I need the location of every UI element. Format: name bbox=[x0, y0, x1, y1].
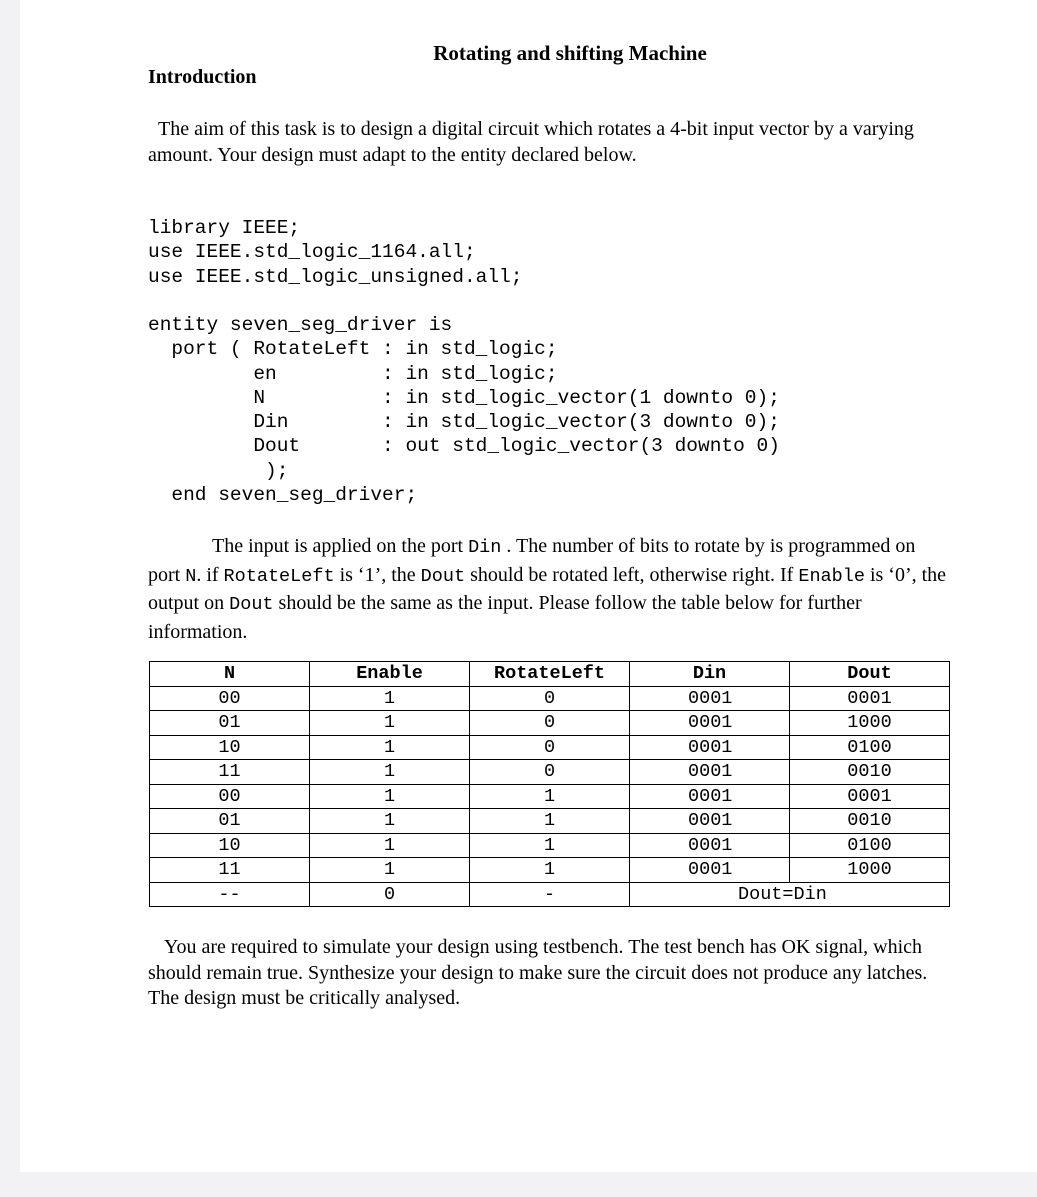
document-title: Rotating and shifting Machine bbox=[433, 41, 707, 65]
code-line: N : in std_logic_vector(1 downto 0); bbox=[148, 386, 780, 409]
code-n: N bbox=[185, 565, 197, 587]
intro-paragraph: The aim of this task is to design a digital circuit which rotates a 4-bit input vector by a varying amount. Your design must adapt to the entity declared below. bbox=[148, 118, 914, 166]
header-enable: Enable bbox=[310, 662, 470, 687]
cell-enable: 1 bbox=[310, 760, 470, 785]
code-dout: Dout bbox=[229, 594, 274, 615]
table-row bbox=[150, 711, 950, 736]
cell-rotateleft: 0 bbox=[470, 735, 630, 760]
code-rotateleft: RotateLeft bbox=[223, 565, 335, 587]
cell-din: 0001 bbox=[630, 809, 790, 834]
document-page bbox=[20, 0, 1037, 1172]
table-row bbox=[150, 809, 950, 834]
cell-din: 0001 bbox=[630, 735, 790, 760]
cell-n: 11 bbox=[150, 760, 310, 785]
cell-dout: 1000 bbox=[790, 858, 950, 883]
code-line: end seven_seg_driver; bbox=[148, 484, 418, 507]
code-line: use IEEE.std_logic_unsigned.all; bbox=[148, 265, 523, 288]
cell-rotateleft: 1 bbox=[470, 833, 630, 858]
entity-code-block bbox=[148, 313, 780, 507]
cell-dout: 1000 bbox=[790, 711, 950, 736]
code-line: entity seven_seg_driver is bbox=[148, 314, 453, 336]
code-dout: Dout bbox=[420, 565, 466, 587]
closing-paragraph: You are required to simulate your design using testbench. The test bench has OK signal, which should remain true. Synthesize your design to make sure the circuit does not produce any latches. The design must be critically analysed. bbox=[148, 936, 928, 1009]
code-din: Din bbox=[468, 537, 502, 558]
table-row bbox=[150, 784, 950, 809]
cell-n: 00 bbox=[150, 784, 310, 809]
cell-dout: 0001 bbox=[790, 784, 950, 809]
cell-rotateleft: 1 bbox=[470, 858, 630, 883]
code-line: library IEEE; bbox=[148, 217, 301, 239]
cell-rotateleft: 0 bbox=[470, 686, 630, 711]
code-line: ); bbox=[148, 459, 289, 482]
code-line: use IEEE.std_logic_1164.all; bbox=[148, 241, 476, 264]
code-line: Dout : out std_logic_vector(3 downto 0) bbox=[148, 435, 780, 458]
code-line: port ( RotateLeft : in std_logic; bbox=[148, 338, 558, 361]
cell-enable: 0 bbox=[310, 882, 470, 907]
table-row-disabled bbox=[150, 882, 950, 907]
description-paragraph: The input is applied on the port Din . The number of bits to rotate by is programmed on port N. if RotateLeft is ‘1’, the Dout should be rotated left, otherwise right. If Enable is ‘0’, the output on Dout should be the same as the input. Please follow the table below for further information. bbox=[148, 535, 947, 643]
cell-din: 0001 bbox=[630, 760, 790, 785]
intro-heading: Introduction bbox=[148, 66, 257, 88]
cell-din: 0001 bbox=[630, 784, 790, 809]
header-din: Din bbox=[630, 662, 790, 687]
cell-n: -- bbox=[150, 882, 310, 907]
cell-dout: 0010 bbox=[790, 760, 950, 785]
cell-din: 0001 bbox=[630, 686, 790, 711]
truth-table bbox=[149, 661, 950, 907]
cell-rotateleft: 1 bbox=[470, 784, 630, 809]
table-row bbox=[150, 686, 950, 711]
code-line: en : in std_logic; bbox=[148, 362, 558, 385]
cell-dout: 0100 bbox=[790, 735, 950, 760]
header-dout: Dout bbox=[790, 662, 950, 687]
cell-dout: 0001 bbox=[790, 686, 950, 711]
cell-dout: 0010 bbox=[790, 809, 950, 834]
cell-enable: 1 bbox=[310, 784, 470, 809]
cell-din: 0001 bbox=[630, 711, 790, 736]
header-n: N bbox=[150, 662, 310, 687]
cell-rotateleft: 1 bbox=[470, 809, 630, 834]
cell-dout: 0100 bbox=[790, 833, 950, 858]
table-header-row bbox=[150, 662, 950, 687]
cell-enable: 1 bbox=[310, 809, 470, 834]
header-rotateleft: RotateLeft bbox=[470, 662, 630, 687]
cell-n: 01 bbox=[150, 809, 310, 834]
cell-enable: 1 bbox=[310, 686, 470, 711]
cell-rotateleft: 0 bbox=[470, 711, 630, 736]
cell-din: 0001 bbox=[630, 858, 790, 883]
cell-n: 01 bbox=[150, 711, 310, 736]
code-line: Din : in std_logic_vector(3 downto 0); bbox=[148, 411, 780, 434]
cell-enable: 1 bbox=[310, 735, 470, 760]
library-code-block bbox=[148, 216, 522, 289]
cell-enable: 1 bbox=[310, 711, 470, 736]
code-enable: Enable bbox=[798, 565, 865, 587]
cell-n: 00 bbox=[150, 686, 310, 711]
cell-n: 10 bbox=[150, 735, 310, 760]
cell-n: 10 bbox=[150, 833, 310, 858]
cell-dout-equals-din: Dout=Din bbox=[630, 882, 950, 907]
table-row bbox=[150, 833, 950, 858]
cell-rotateleft: 0 bbox=[470, 760, 630, 785]
table-row bbox=[150, 858, 950, 883]
cell-enable: 1 bbox=[310, 833, 470, 858]
cell-enable: 1 bbox=[310, 858, 470, 883]
cell-n: 11 bbox=[150, 858, 310, 883]
table-row bbox=[150, 760, 950, 785]
cell-rotateleft: - bbox=[470, 882, 630, 907]
cell-din: 0001 bbox=[630, 833, 790, 858]
table-row bbox=[150, 735, 950, 760]
